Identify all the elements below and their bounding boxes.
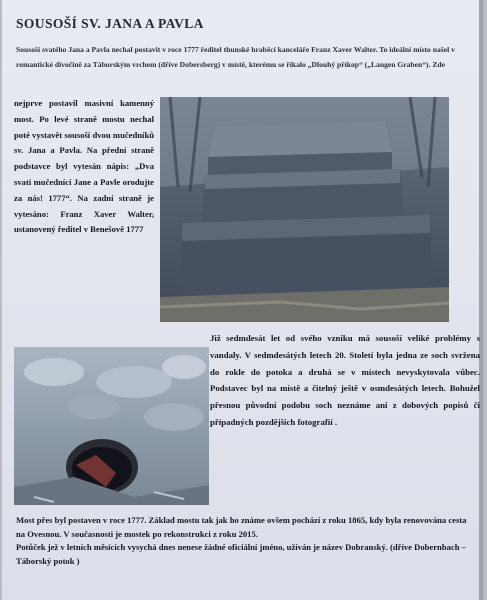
bridge-history-text: Most přes byl postaven v roce 1777. Základ mostu tak jak ho známe ovšem pochází z roku 1865, kdy byla renovována cesta na Ovesnou. V současnosti je mostek po rekonstrukci z roku 2015. [16,515,467,539]
page-title: SOUSOŠÍ SV. JANA A PAVLA [16,16,204,31]
sheet-edge [479,0,483,600]
culvert-photo [14,347,209,505]
info-sheet [2,0,483,600]
left-column-text: nejprve postavil masivní kamenný most. Po levé straně mostu nechal poté vystavět sousoší dvou mučedníků sv. Jana a Pavla. Na přední straně podstavce byl vytesán nápis: „Dva svatí mučedníci Jane a Pavle orodujte za nás! 1777“. Na zadní straně je vytesáno: Franz Xaver Walter, ustanovený ředitel v Benešově 1777 [14,98,154,235]
stream-name-text: Potůček jež v letních měsících vysychá dnes nenese žádné oficiální jméno, užíván je název Dobranský. (dříve Dobernbach – Táborský potok ) [16,542,466,566]
pedestal-photo-drawing [160,97,449,322]
intro-paragraph: Sousoší svatého Jana a Pavla nechal postavit v roce 1777 ředitel thunské hraběcí kanceláře Franz Xaver Walter. To ideální místo našel v romantické divočině za Táborským vrchem (dříve Dobersberg) v místě, kterému se říkalo „Dlouhý příkop“ („Langen Graben“). Zde [16,45,455,69]
bottom-paragraph [16,514,476,568]
right-column-text: Již sedmdesát let od svého vzniku má sousoší veliké problémy s vandaly. V sedmdesátých letech 20. Století byla jedna ze soch svržena do rokle do potoka a druhá se v místech nevyskytovala vůbec. Podstavec byl na místě a čitelný ještě v osmdesátých letech. Bohužel přesnou původní podobu soch neznáme ani z dobových popisů či případných pozdějších fotografií . [210,333,480,427]
culvert-photo-drawing [14,347,209,505]
pedestal-photo [160,97,449,322]
